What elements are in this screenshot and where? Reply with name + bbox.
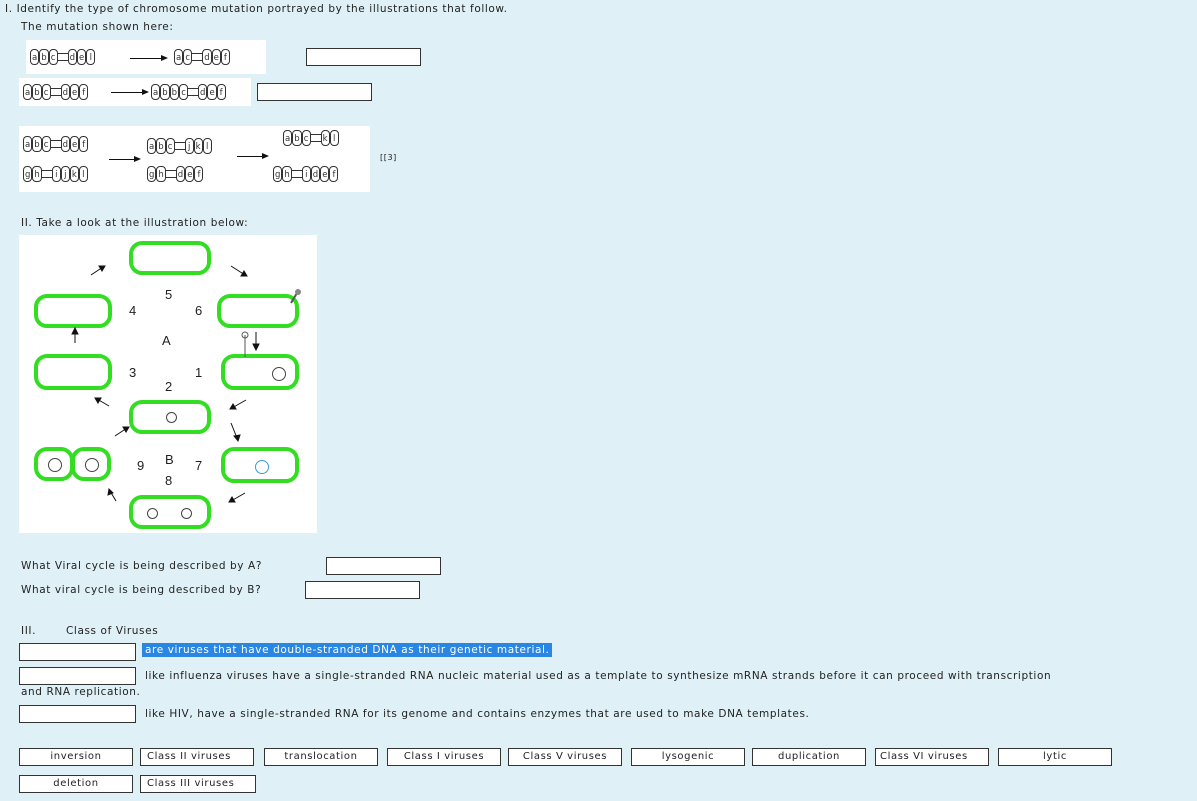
part3-heading: Class of Viruses	[66, 625, 159, 637]
viral-cycle-diagram	[19, 235, 317, 533]
label-3: 3	[129, 365, 137, 380]
label-B: B	[165, 452, 174, 467]
class-description-2-cont: and RNA replication.	[21, 686, 141, 698]
chromosome-mid-top: a b c j k l	[147, 138, 212, 154]
option-chip[interactable]: Class III viruses	[140, 775, 256, 793]
answer-input-b[interactable]	[305, 581, 420, 599]
option-chip[interactable]: Class VI viruses	[875, 748, 989, 766]
option-chip[interactable]: Class I viruses	[387, 748, 501, 766]
cycle-arrows	[19, 235, 317, 533]
option-chip[interactable]: deletion	[19, 775, 133, 793]
class-answer-1[interactable]	[19, 643, 136, 661]
label-A: A	[162, 333, 171, 348]
question-a: What Viral cycle is being described by A?	[21, 560, 263, 572]
option-chip[interactable]: Class V viruses	[508, 748, 622, 766]
label-4: 4	[129, 303, 137, 318]
arrow-icon	[109, 159, 139, 160]
option-chip[interactable]: inversion	[19, 748, 133, 766]
arrow-icon	[111, 92, 147, 93]
option-chip[interactable]: lysogenic	[631, 748, 745, 766]
chromosome-bottom-after: g h i d e f	[273, 166, 338, 182]
question-b: What viral cycle is being described by B?	[21, 584, 262, 596]
chromosome-after-2: a b b c d e f	[151, 84, 226, 100]
chromosome-bottom-before: g h i j k l	[23, 166, 88, 182]
answer-input-a[interactable]	[326, 557, 441, 575]
arrow-icon	[130, 58, 166, 59]
mutation-image-2	[19, 78, 251, 106]
answer-input-row2[interactable]	[257, 83, 372, 101]
option-chip[interactable]: translocation	[264, 748, 378, 766]
chromosome-after-1: a c d e f	[174, 49, 230, 65]
class-description-2: like influenza viruses have a single-stranded RNA nucleic material used as a template to synthesize mRNA strands before it can proceed with transcription	[145, 670, 1052, 682]
mutation-image-1	[26, 40, 266, 74]
label-7: 7	[195, 458, 203, 473]
chromosome-top-after: a b c k l	[283, 130, 339, 146]
label-5: 5	[165, 287, 173, 302]
marks-label: [[3]	[380, 153, 397, 162]
class-answer-3[interactable]	[19, 705, 136, 723]
chromosome-before-1: a b c d e l	[30, 49, 95, 65]
label-2: 2	[165, 379, 173, 394]
label-6: 6	[195, 303, 203, 318]
part2-title: II. Take a look at the illustration below:	[21, 217, 249, 229]
class-answer-2[interactable]	[19, 667, 136, 685]
class-description-3: like HIV, have a single-stranded RNA for its genome and contains enzymes that are used to make DNA templates.	[145, 708, 810, 720]
part3-numeral: III.	[21, 625, 37, 637]
mutation-image-3	[19, 126, 370, 192]
option-chip[interactable]: Class II viruses	[140, 748, 254, 766]
class-description-1: are viruses that have double-stranded DNA as their genetic material.	[142, 644, 552, 656]
part1-title: I. Identify the type of chromosome mutation portrayed by the illustrations that follow.	[5, 3, 508, 15]
chromosome-before-2: a b c d e f	[23, 84, 88, 100]
option-chip[interactable]: lytic	[998, 748, 1112, 766]
label-8: 8	[165, 473, 173, 488]
arrow-icon	[237, 156, 267, 157]
label-9: 9	[137, 458, 145, 473]
label-1: 1	[195, 365, 203, 380]
option-chip[interactable]: duplication	[752, 748, 866, 766]
part1-subtitle: The mutation shown here:	[21, 21, 174, 33]
chromosome-mid-bottom: g h d e f	[147, 166, 203, 182]
answer-input-row1[interactable]	[306, 48, 421, 66]
chromosome-top-before: a b c d e f	[23, 136, 88, 152]
